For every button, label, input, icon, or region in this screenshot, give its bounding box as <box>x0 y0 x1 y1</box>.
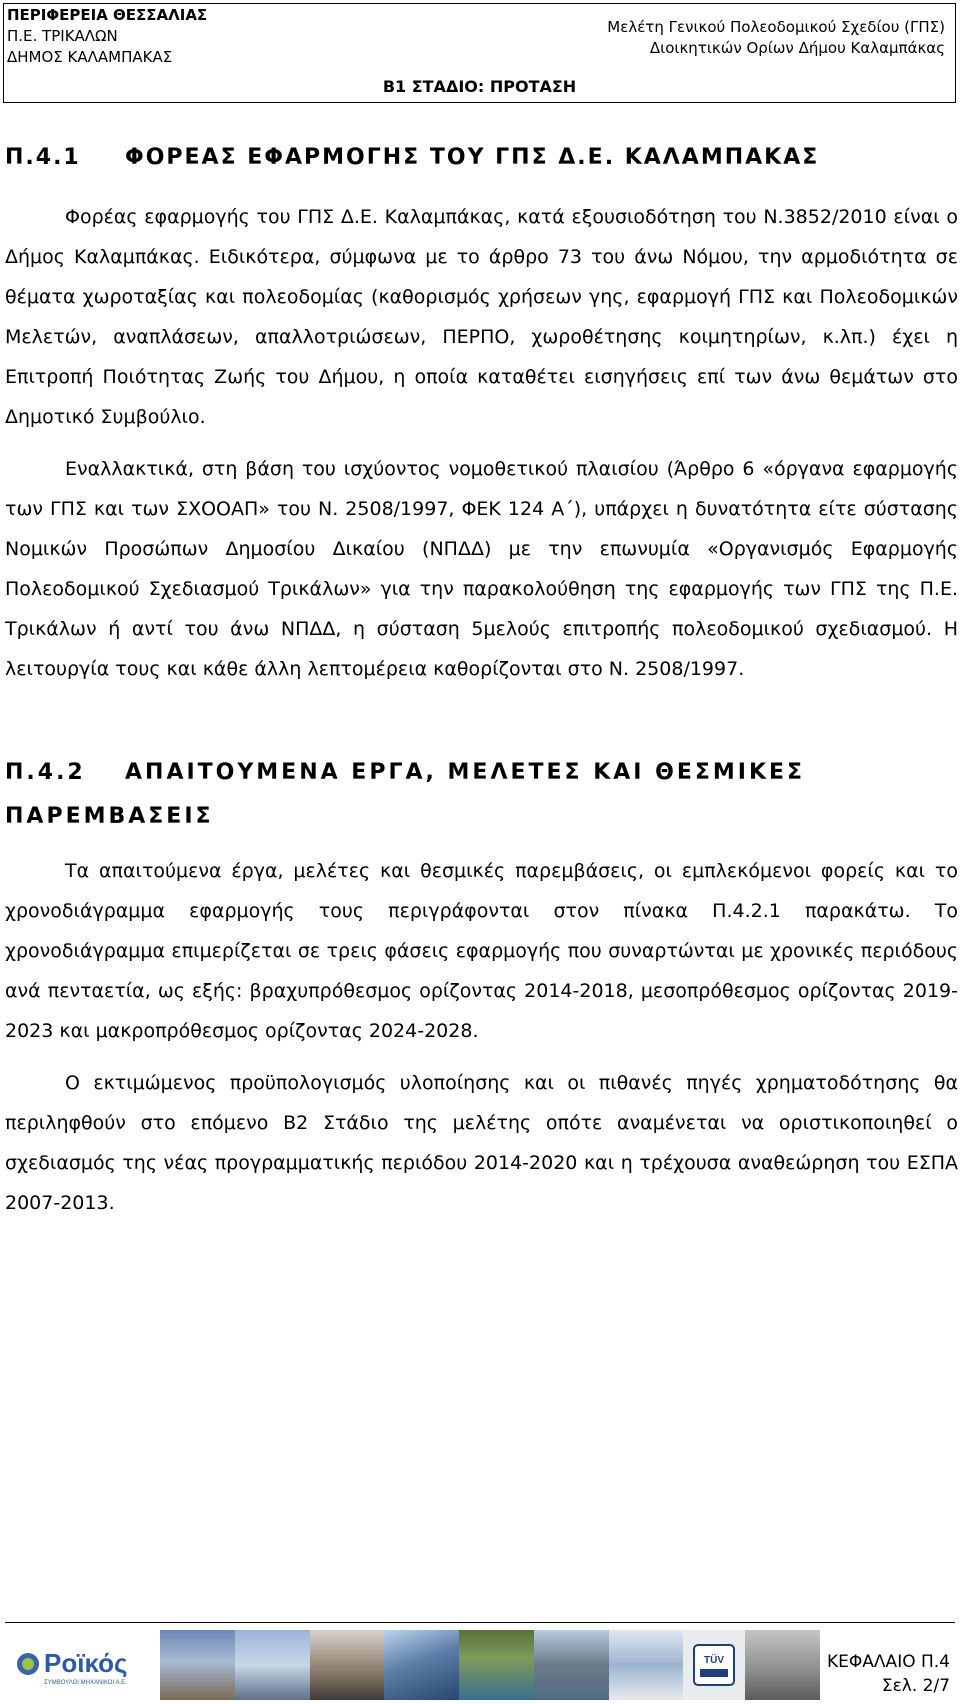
section-heading-1 <box>5 145 958 170</box>
document-body <box>5 145 958 1223</box>
section-title-2: ΑΠΑΙΤΟΥΜΕΝΑ ΕΡΓΑ, ΜΕΛΕΤΕΣ ΚΑΙ ΘΕΣΜΙΚΕΣ ΠΑΡΕΜΒΑΣΕΙΣ <box>5 760 806 829</box>
footer-photo-survey <box>160 1630 235 1700</box>
header-study-title: Μελέτη Γενικού Πολεοδομικού Σχεδίου (ΓΠΣ) <box>607 18 945 36</box>
footer-photo-river <box>459 1630 534 1700</box>
tuv-certification-badge <box>683 1630 745 1700</box>
section-number-1: Π.4.1 <box>5 145 81 170</box>
badge-label: TÜV <box>704 1655 725 1666</box>
header-stage: Β1 ΣΤΑΔΙΟ: ΠΡΟΤΑΣΗ <box>382 77 577 96</box>
logo-wordmark: Ροϊκός <box>44 1648 128 1678</box>
roikos-logo <box>10 1630 160 1700</box>
paragraph-2-1: Τα απαιτούμενα έργα, μελέτες και θεσμικές παρεμβάσεις, οι εμπλεκόμενοι φορείς και το χρονοδιάγραμμα εφαρμογής τους περιγράφονται στον πίνακα Π.4.2.1 παρακάτω. Το χρονοδιάγραμμα επιμερίζεται σε τρεις φάσεις εφαρμογής που συναρτώνται με χρονικές περιόδους ανά πενταετία, ως εξής: βραχυπρόθεσμος ορίζοντας 2014-2018, μεσοπρόθεσμος ορίζοντας 2019-2023 και μακροπρόθεσμος ορίζοντας 2024-2028. <box>5 860 958 1042</box>
footer-banner <box>10 1630 820 1700</box>
header-right-block <box>607 17 945 59</box>
section-number-2: Π.4.2 <box>5 760 86 785</box>
paragraph-1-2: Εναλλακτικά, στη βάση του ισχύοντος νομοθετικού πλαισίου (Άρθρο 6 «όργανα εφαρμογής των ΓΠΣ και των ΣΧΟΟΑΠ» του Ν. 2508/1997, ΦΕΚ 124 Α΄), υπάρχει η δυνατότητα είτε σύστασης Νομικών Προσώπων Δημοσίου Δικαίου (ΝΠΔΔ) με την επωνυμία «Οργανισμός Εφαρμογής Πολεοδομικού Σχεδιασμού Τρικάλων» για την παρακολούθηση της εφαρμογής των ΓΠΣ της Π.Ε. Τρικάλων ή αντί του άνω ΝΠΔΔ, η σύσταση 5μελούς επιτροπής πολεοδομικού σχεδιασμού. Η λειτουργία τους και κάθε άλλη λεπτομέρεια καθορίζονται στο Ν. 2508/1997. <box>5 458 958 680</box>
document-header <box>3 3 956 103</box>
header-municipality: ΔΗΜΟΣ ΚΑΛΑΜΠΑΚΑΣ <box>7 48 173 66</box>
footer-photo-building <box>745 1630 820 1700</box>
footer-divider <box>5 1622 955 1623</box>
header-regional-unit: Π.Ε. ΤΡΙΚΑΛΩΝ <box>7 27 118 45</box>
footer-photo-city <box>235 1630 310 1700</box>
footer-page-number: Σελ. 2/7 <box>881 1676 950 1696</box>
logo-subtext: ΣΥΜΒΟΥΛΟΙ ΜΗΧΑΝΙΚΟΙ Α.Ε. <box>44 1680 127 1686</box>
footer-photo-highway <box>534 1630 609 1700</box>
section-title-1: ΦΟΡΕΑΣ ΕΦΑΡΜΟΓΗΣ ΤΟΥ ΓΠΣ Δ.Ε. ΚΑΛΑΜΠΑΚΑΣ <box>125 145 820 170</box>
section-heading-2 <box>5 751 958 839</box>
footer-photo-bridge <box>384 1630 459 1700</box>
footer-page-info <box>827 1650 950 1698</box>
header-left-block <box>7 5 207 68</box>
footer-photo-sky <box>609 1630 684 1700</box>
footer-chapter: ΚΕΦΑΛΑΙΟ Π.4 <box>827 1652 950 1672</box>
paragraph-2-2: Ο εκτιμώμενος προϋπολογισμός υλοποίησης και οι πιθανές πηγές χρηματοδότησης θα περιληφθούν στο επόμενο Β2 Στάδιο της μελέτης οπότε αναμένεται να οριστικοποιηθεί ο σχεδιασμός της νέας προγραμματικής περιόδου 2014-2020 και η τρέχουσα αναθεώρηση του ΕΣΠΑ 2007-2013. <box>5 1072 958 1214</box>
footer-photo-meeting <box>310 1630 385 1700</box>
header-study-subtitle: Διοικητικών Ορίων Δήμου Καλαμπάκας <box>649 39 945 57</box>
paragraph-1-1: Φορέας εφαρμογής του ΓΠΣ Δ.Ε. Καλαμπάκας, κατά εξουσιοδότηση του Ν.3852/2010 είναι ο Δήμος Καλαμπάκας. Ειδικότερα, σύμφωνα με το άρθρο 73 του άνω Νόμου, την αρμοδιότητα σε θέματα χωροταξίας και πολεοδομίας (καθορισμός χρήσεων γης, εφαρμογή ΓΠΣ και Πολεοδομικών Μελετών, αναπλάσεων, απαλλοτριώσεων, ΠΕΡΠΟ, χωροθέτησης κοιμητηρίων, κ.λπ.) έχει η Επιτροπή Ποιότητας Ζωής του Δήμου, η οποία καταθέτει εισηγήσεις επί των άνω θεμάτων στο Δημοτικό Συμβούλιο. <box>5 206 958 428</box>
header-region: ΠΕΡΙΦΕΡΕΙΑ ΘΕΣΣΑΛΙΑΣ <box>7 6 208 24</box>
